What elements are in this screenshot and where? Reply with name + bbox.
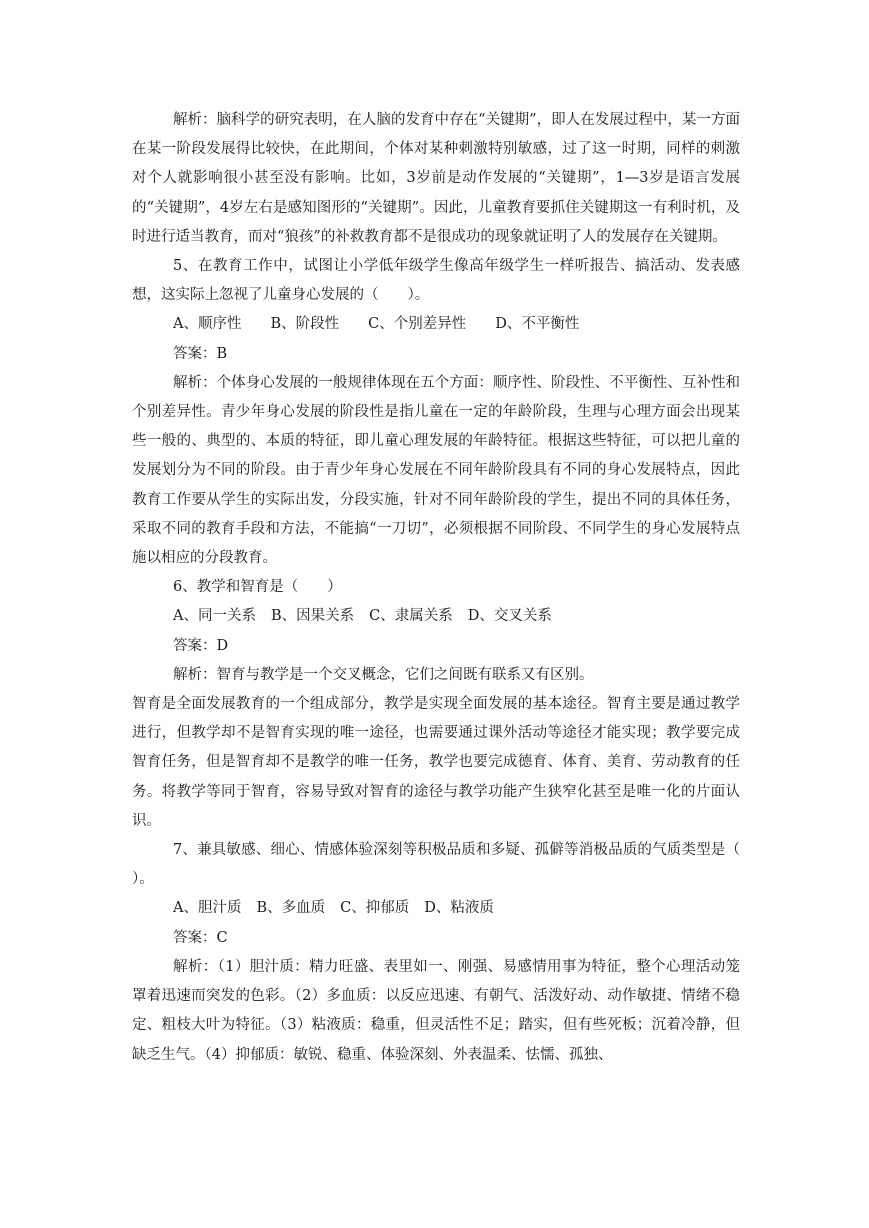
options-q7 (132, 894, 740, 923)
analysis-paragraph-q4: 解析：脑科学的研究表明，在人脑的发育中存在“关键期”，即人在发展过程中，某一方面在某一阶段发展得比较快，在此期间，个体对某种刺激特别敏感，过了这一时期，同样的刺激对个人就影响很小甚至没有影响。比如，3岁前是动作发展的“关键期”，1—3岁是语言发展的“关键期”，4岁左右是感知图形的“关键期”。因此，儿童教育要抓住关键期这一有利时机，及时进行适当教育，而对“狼孩”的补救教育都不是很成功的现象就证明了人的发展存在关键期。 (132, 112, 740, 245)
answer-q5: 答案：B (173, 345, 228, 362)
option-b: B、阶段性 (270, 316, 340, 333)
option-c: C、抑郁质 (340, 900, 410, 917)
analysis-paragraph-q7: 解析：（1）胆汁质：精力旺盛、表里如一、刚强、易感情用事为特征，整个心理活动笼罩着迅速而突发的色彩。（2）多血质：以反应迅速、有朝气、活泼好动、动作敏捷、情绪不稳定、粗枝大叶为特征。（3）粘液质：稳重，但灵活性不足；踏实，但有些死板；沉着冷静，但缺乏生气。（4）抑郁质：敏锐、稳重、体验深刻、外表温柔、怯懦、孤独、 (132, 958, 740, 1063)
option-d: D、交叉关系 (467, 608, 552, 625)
analysis-line-q6: 解析：智育与教学是一个交叉概念，它们之间既有联系又有区别。 (173, 666, 594, 683)
question-6: 6、教学和智育是（ ） (173, 579, 342, 596)
answer-q6: 答案：D (173, 637, 229, 654)
options-q6 (132, 602, 740, 631)
analysis-paragraph-q6: 智育是全面发展教育的一个组成部分，教学是实现全面发展的基本途径。智育主要是通过教学进行，但教学却不是智育实现的唯一途径，也需要通过课外活动等途径才能实现；教学要完成智育任务，但是智育却不是教学的唯一任务，教学也要完成德育、体育、美育、劳动教育的任务。将教学等同于智育，容易导致对智育的途径与教学功能产生狭窄化甚至是唯一化的片面认识。 (132, 696, 740, 829)
option-c: C、个别差异性 (368, 316, 467, 333)
option-b: B、多血质 (256, 900, 326, 917)
option-d: D、不平衡性 (495, 316, 580, 333)
question-5: 5、在教育工作中，试图让小学低年级学生像高年级学生一样听报告、搞活动、发表感想，这实际上忽视了儿童身心发展的（ ）。 (132, 258, 740, 304)
option-a: A、顺序性 (173, 316, 242, 333)
options-q5 (132, 310, 740, 339)
analysis-paragraph-q5: 解析：个体身心发展的一般规律体现在五个方面：顺序性、阶段性、不平衡性、互补性和个别差异性。青少年身心发展的阶段性是指儿童在一定的年龄阶段，生理与心理方面会出现某些一般的、典型的、本质的特征，即儿童心理发展的年龄特征。根据这些特征，可以把儿童的发展划分为不同的阶段。由于青少年身心发展在不同年龄阶段具有不同的身心发展特点，因此教育工作要从学生的实际出发，分段实施，针对不同年龄阶段的学生，提出不同的具体任务，采取不同的教育手段和方法，不能搞“一刀切”，必须根据不同阶段、不同学生的身心发展特点施以相应的分段教育。 (132, 374, 740, 567)
option-d: D、粘液质 (424, 900, 494, 917)
answer-q7: 答案：C (173, 929, 228, 946)
document-body (132, 106, 769, 1070)
option-a: A、同一关系 (173, 608, 256, 625)
question-7: 7、兼具敏感、细心、情感体验深刻等积极品质和多疑、孤僻等消极品质的气质类型是（ ）。 (132, 842, 769, 888)
option-b: B、因果关系 (270, 608, 355, 625)
option-a: A、胆汁质 (173, 900, 242, 917)
option-c: C、隶属关系 (369, 608, 453, 625)
